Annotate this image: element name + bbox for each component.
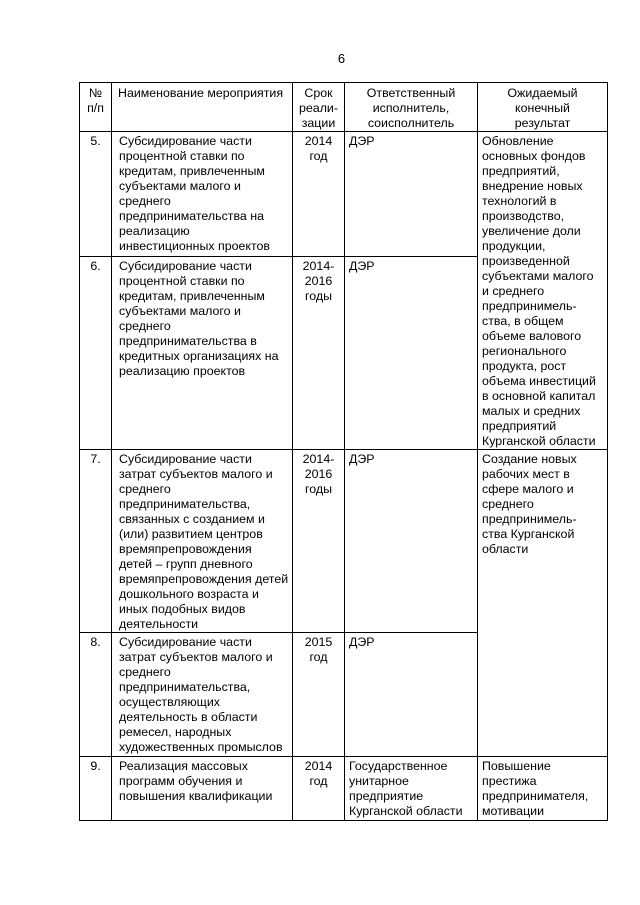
result-cell: Создание новых рабочих мест в сфере малого и среднего предпринимель- ства Курганской области <box>478 450 608 757</box>
responsible-cell: ДЭР <box>345 256 478 449</box>
row-number-cell: 8. <box>80 633 112 757</box>
term-cell: 2014 год <box>293 757 345 821</box>
page-number: 6 <box>337 51 346 66</box>
row-number-cell: 7. <box>80 450 112 633</box>
row-number-cell: 6. <box>80 256 112 449</box>
measure-name-cell: Субсидирование части затрат субъектов малого и среднего предпринимательства, связанных с созданием и (или) развитием центров времяпрепровождения детей – групп дневного времяпрепровождения детей дошкольного возраста и иных подобных видов деятельности <box>112 450 293 633</box>
term-cell: 2014 год <box>293 132 345 257</box>
table-row <box>80 132 608 257</box>
header-result: Ожидаемый конечный результат <box>478 83 608 132</box>
header-num: № п/п <box>80 83 112 132</box>
term-cell: 2014- 2016 годы <box>293 256 345 449</box>
measure-name-cell: Субсидирование части процентной ставки по кредитам, привлеченным субъектами малого и среднего предпринимательства на реализацию инвестиционных проектов <box>112 132 293 257</box>
header-name: Наименование мероприятия <box>112 83 293 132</box>
row-number-cell: 9. <box>80 757 112 821</box>
responsible-cell: ДЭР <box>345 132 478 257</box>
header-responsible: Ответственный исполнитель, соисполнитель <box>345 83 478 132</box>
term-cell: 2014- 2016 годы <box>293 450 345 633</box>
responsible-cell: ДЭР <box>345 450 478 633</box>
row-number-cell: 5. <box>80 132 112 257</box>
measure-name-cell: Реализация массовых программ обучения и повышения квалификации <box>112 757 293 821</box>
responsible-cell: ДЭР <box>345 633 478 757</box>
term-cell: 2015 год <box>293 633 345 757</box>
result-cell: Обновление основных фондов предприятий, внедрение новых технологий в производство, увеличение доли продукции, произведенной субъектами малого и среднего предпринимель- ства, в общем объеме валового регионального продукта, рост объема инвестиций в основной капитал малых и средних предприятий Курганской области <box>478 132 608 450</box>
measures-table <box>79 82 608 821</box>
measure-name-cell: Субсидирование части затрат субъектов малого и среднего предпринимательства, осуществляющих деятельность в области ремесел, народных художественных промыслов <box>112 633 293 757</box>
table-header-row <box>80 83 608 132</box>
table-row <box>80 450 608 633</box>
table-row <box>80 757 608 821</box>
responsible-cell: Государственное унитарное предприятие Курганской области <box>345 757 478 821</box>
measure-name-cell: Субсидирование части процентной ставки по кредитам, привлеченным субъектами малого и среднего предпринимательства в кредитных организациях на реализацию проектов <box>112 256 293 449</box>
header-term: Срок реали- зации <box>293 83 345 132</box>
result-cell: Повышение престижа предпринимателя, мотивации <box>478 757 608 821</box>
